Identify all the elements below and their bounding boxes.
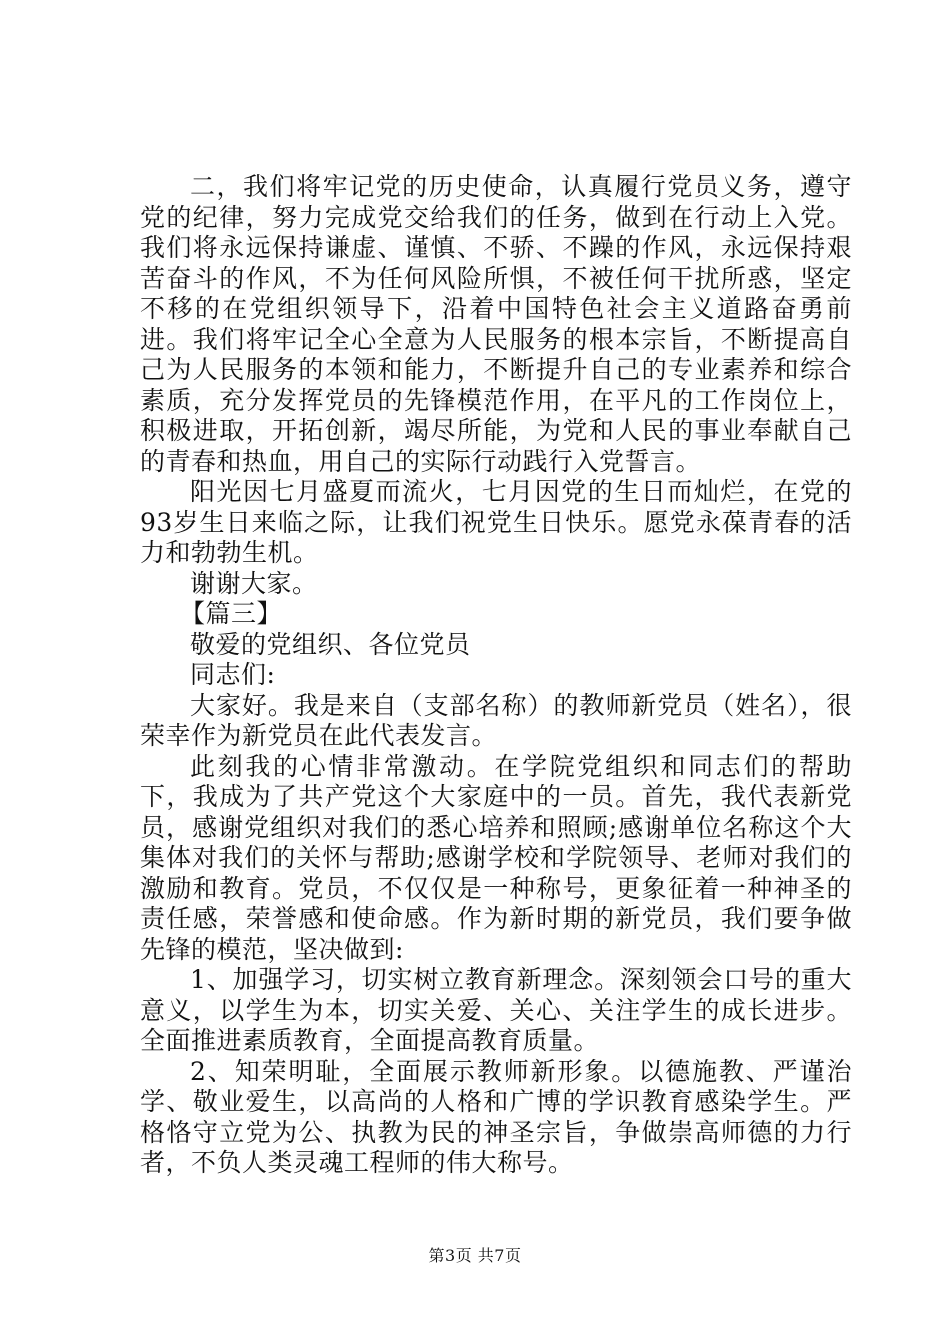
paragraph-2: 阳光因七月盛夏而流火，七月因党的生日而灿烂，在党的93岁生日来临之际，让我们祝党生日快乐。愿党永葆青春的活力和勃勃生机。 [140, 477, 852, 567]
section-heading: 【篇三】 [180, 599, 283, 628]
salutation-line-2: 同志们: [190, 660, 276, 689]
page-footer: 第3页 共7页 [428, 1246, 522, 1265]
list-item-2: 2、知荣明耻，全面展示教师新形象。以德施教、严谨治学、敬业爱生，以高尚的人格和广博的学识教育感染学生。严格恪守立党为公、执教为民的神圣宗旨，争做崇高师德的力行者，不负人类灵魂工程师的伟大称号。 [140, 1056, 852, 1177]
list-item-1: 1、加强学习，切实树立教育新理念。深刻领会口号的重大意义，以学生为本，切实关爱、关心、关注学生的成长进步。全面推进素质教育，全面提高教育质量。 [140, 965, 852, 1055]
document-body [140, 172, 852, 1179]
paragraph-greeting: 大家好。我是来自（支部名称）的教师新党员（姓名），很荣幸作为新党员在此代表发言。 [140, 690, 852, 750]
paragraph-1: 二，我们将牢记党的历史使命，认真履行党员义务，遵守党的纪律，努力完成党交给我们的任务，做到在行动上入党。我们将永远保持谦虚、谨慎、不骄、不躁的作风，永远保持艰苦奋斗的作风，不为任何风险所惧，不被任何干扰所惑，坚定不移的在党组织领导下，沿着中国特色社会主义道路奋勇前进。我们将牢记全心全意为人民服务的根本宗旨，不断提高自己为人民服务的本领和能力，不断提升自己的专业素养和综合素质，充分发挥党员的先锋模范作用，在平凡的工作岗位上，积极进取，开拓创新，竭尽所能，为党和人民的事业奉献自己的青春和热血，用自己的实际行动践行入党誓言。 [140, 172, 852, 476]
paragraph-3: 谢谢大家。 [190, 568, 318, 598]
paragraph-main: 此刻我的心情非常激动。在学院党组织和同志们的帮助下，我成为了共产党这个大家庭中的一员。首先，我代表新党员，感谢党组织对我们的悉心培养和照顾;感谢单位名称这个大集体对我们的关怀与帮助;感谢学校和学院领导、老师对我们的激励和教育。党员，不仅仅是一种称号，更象征着一种神圣的责任感，荣誉感和使命感。作为新时期的新党员，我们要争做先锋的模范，坚决做到: [140, 751, 852, 964]
salutation-line: 敬爱的党组织、各位党员 [190, 629, 471, 659]
